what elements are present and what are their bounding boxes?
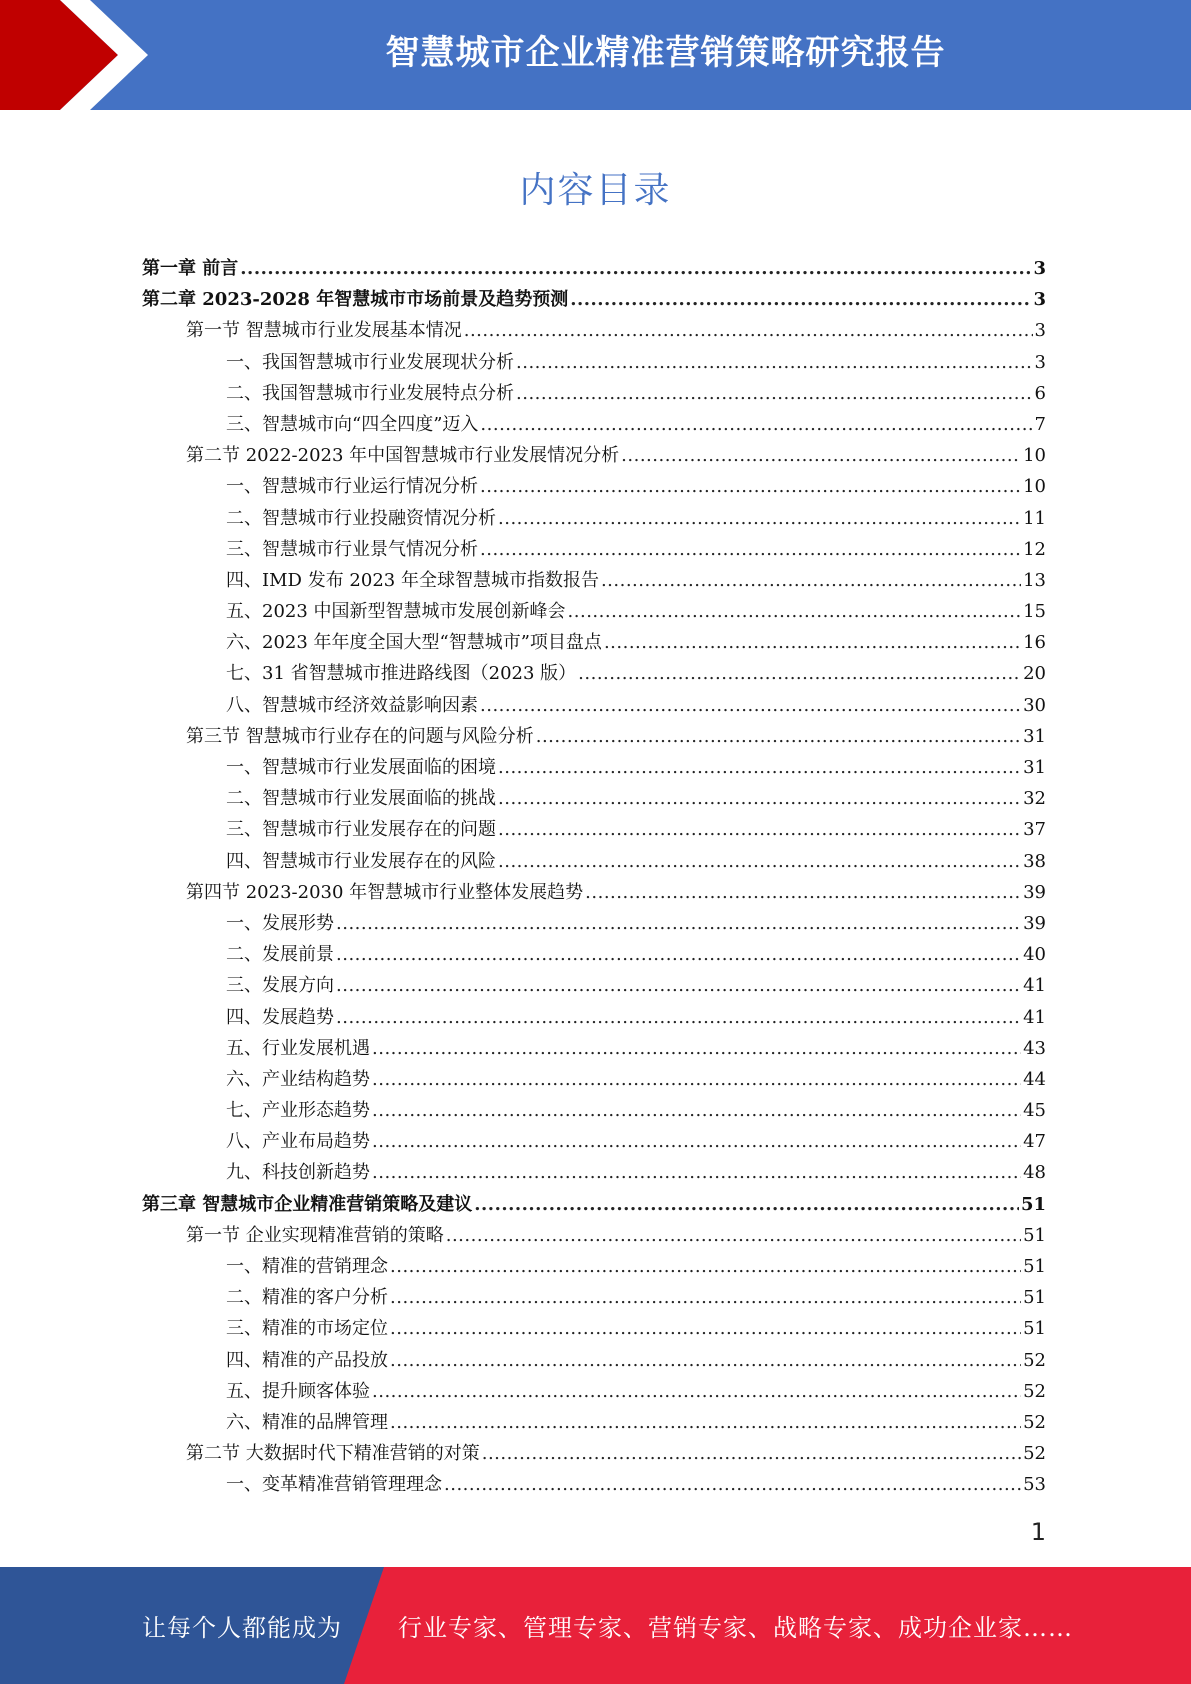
toc-entry[interactable] bbox=[142, 1002, 1046, 1033]
toc-dot-leader bbox=[498, 752, 1021, 783]
toc-entry-label: 五、2023 中国新型智慧城市发展创新峰会 bbox=[226, 601, 566, 623]
toc-dot-leader bbox=[498, 783, 1021, 814]
toc-dot-leader bbox=[480, 690, 1021, 721]
toc-entry-page: 41 bbox=[1023, 975, 1046, 997]
toc-entry[interactable] bbox=[142, 1033, 1046, 1064]
toc-entry[interactable] bbox=[142, 471, 1046, 502]
toc-entry-page: 16 bbox=[1023, 632, 1046, 654]
toc-dot-leader bbox=[390, 1407, 1021, 1438]
toc-entry-label: 三、智慧城市向“四全四度”迈入 bbox=[226, 413, 479, 435]
toc-entry[interactable] bbox=[142, 409, 1046, 440]
toc-dot-leader bbox=[390, 1251, 1021, 1282]
toc-entry-label: 一、智慧城市行业运行情况分析 bbox=[226, 476, 478, 498]
toc-entry-label: 六、2023 年年度全国大型“智慧城市”项目盘点 bbox=[226, 632, 602, 654]
toc-entry-page: 52 bbox=[1023, 1380, 1046, 1402]
toc-dot-leader bbox=[536, 721, 1021, 752]
toc-entry-page: 52 bbox=[1023, 1411, 1046, 1433]
toc-entry-label: 八、智慧城市经济效益影响因素 bbox=[226, 694, 478, 716]
toc-entry-page: 44 bbox=[1023, 1068, 1046, 1090]
toc-entry-label: 一、我国智慧城市行业发展现状分析 bbox=[226, 351, 514, 373]
toc-entry-label: 四、发展趋势 bbox=[226, 1006, 334, 1028]
toc-entry[interactable] bbox=[142, 1095, 1046, 1126]
toc-entry-label: 第一章 前言 bbox=[142, 258, 239, 279]
toc-entry-label: 六、产业结构趋势 bbox=[226, 1068, 370, 1090]
toc-entry-label: 第三章 智慧城市企业精准营销策略及建议 bbox=[142, 1193, 473, 1215]
toc-entry[interactable] bbox=[142, 347, 1046, 378]
toc-entry-label: 八、产业布局趋势 bbox=[226, 1131, 370, 1153]
toc-dot-leader bbox=[372, 1095, 1021, 1126]
toc-entry-label: 第二节 大数据时代下精准营销的对策 bbox=[186, 1443, 480, 1465]
toc-entry-label: 三、智慧城市行业景气情况分析 bbox=[226, 538, 478, 560]
toc-entry-label: 七、31 省智慧城市推进路线图（2023 版） bbox=[226, 663, 577, 685]
toc-entry[interactable] bbox=[142, 877, 1046, 908]
toc-entry-page: 10 bbox=[1023, 445, 1046, 467]
toc-entry-label: 四、IMD 发布 2023 年全球智慧城市指数报告 bbox=[226, 569, 599, 591]
toc-entry[interactable] bbox=[142, 752, 1046, 783]
toc-dot-leader bbox=[516, 378, 1033, 409]
toc-entry-page: 45 bbox=[1023, 1100, 1046, 1122]
toc-dot-leader bbox=[372, 1064, 1021, 1095]
toc-entry-page: 15 bbox=[1023, 601, 1046, 623]
toc-entry-page: 51 bbox=[1020, 1193, 1046, 1215]
toc-dot-leader bbox=[480, 534, 1021, 565]
toc-entry-page: 7 bbox=[1034, 413, 1046, 435]
toc-entry-label: 第一节 智慧城市行业发展基本情况 bbox=[186, 320, 462, 342]
toc-dot-leader bbox=[498, 846, 1021, 877]
toc-entry-label: 二、智慧城市行业发展面临的挑战 bbox=[226, 788, 496, 810]
toc-entry-page: 31 bbox=[1023, 757, 1046, 778]
footer-slogan-right: 行业专家、管理专家、营销专家、战略专家、成功企业家…… bbox=[398, 1614, 1073, 1642]
toc-dot-leader bbox=[516, 347, 1033, 378]
toc-entry[interactable] bbox=[142, 690, 1046, 721]
toc-entry-page: 39 bbox=[1023, 912, 1046, 934]
toc-entry[interactable] bbox=[142, 1469, 1046, 1500]
toc-entry-label: 第三节 智慧城市行业存在的问题与风险分析 bbox=[186, 725, 534, 747]
toc-entry[interactable] bbox=[142, 565, 1046, 596]
toc-entry-label: 九、科技创新趋势 bbox=[226, 1162, 370, 1184]
toc-entry-label: 四、智慧城市行业发展存在的风险 bbox=[226, 850, 496, 872]
toc-dot-leader bbox=[474, 1189, 1019, 1220]
toc-dot-leader bbox=[498, 503, 1021, 534]
toc-entry[interactable] bbox=[142, 1064, 1046, 1095]
toc-entry-page: 30 bbox=[1023, 694, 1046, 716]
toc-dot-leader bbox=[336, 1002, 1021, 1033]
toc-entry[interactable] bbox=[142, 939, 1046, 970]
header-banner bbox=[0, 0, 1191, 110]
toc-dot-leader bbox=[621, 440, 1021, 471]
toc-entry-page: 11 bbox=[1023, 507, 1046, 529]
toc-entry-page: 20 bbox=[1023, 663, 1046, 685]
toc-entry-page: 48 bbox=[1023, 1162, 1046, 1184]
toc-entry-label: 一、精准的营销理念 bbox=[226, 1256, 388, 1277]
toc-entry-label: 二、发展前景 bbox=[226, 944, 334, 966]
toc-entry[interactable] bbox=[142, 503, 1046, 534]
toc-entry-page: 51 bbox=[1023, 1224, 1046, 1246]
toc-entry-page: 32 bbox=[1023, 788, 1046, 810]
footer-slogan-left: 让每个人都能成为 bbox=[142, 1614, 342, 1642]
toc-entry-page: 39 bbox=[1023, 881, 1046, 903]
toc-dot-leader bbox=[585, 877, 1021, 908]
toc-entry-label: 五、提升顾客体验 bbox=[226, 1380, 370, 1402]
toc-entry-label: 第二节 2022-2023 年中国智慧城市行业发展情况分析 bbox=[186, 445, 620, 467]
toc-entry[interactable] bbox=[142, 908, 1046, 939]
toc-dot-leader bbox=[336, 939, 1021, 970]
toc-entry-page: 6 bbox=[1034, 382, 1046, 404]
toc-entry-page: 53 bbox=[1023, 1474, 1046, 1496]
toc-dot-leader bbox=[570, 284, 1031, 315]
toc-entry[interactable] bbox=[142, 970, 1046, 1001]
toc-entry-page: 51 bbox=[1023, 1318, 1046, 1340]
toc-dot-leader bbox=[390, 1282, 1021, 1313]
toc-entry-label: 二、智慧城市行业投融资情况分析 bbox=[226, 507, 496, 529]
toc-entry-page: 47 bbox=[1023, 1131, 1046, 1153]
toc-entry-label: 五、行业发展机遇 bbox=[226, 1037, 370, 1059]
toc-entry[interactable] bbox=[142, 1407, 1046, 1438]
toc-dot-leader bbox=[444, 1469, 1021, 1500]
toc-entry-page: 13 bbox=[1023, 569, 1046, 591]
toc-entry[interactable] bbox=[142, 1282, 1046, 1313]
toc-dot-leader bbox=[464, 315, 1033, 346]
page-number: 1 bbox=[1030, 1518, 1046, 1546]
toc-entry-label: 三、发展方向 bbox=[226, 975, 334, 997]
toc-entry-page: 37 bbox=[1023, 819, 1046, 841]
toc-entry-label: 第四节 2023-2030 年智慧城市行业整体发展趋势 bbox=[186, 881, 584, 903]
toc-entry[interactable] bbox=[142, 315, 1046, 346]
toc-dot-leader bbox=[568, 596, 1022, 627]
toc-entry[interactable] bbox=[142, 1251, 1046, 1282]
toc-entry-page: 52 bbox=[1023, 1443, 1046, 1465]
toc-dot-leader bbox=[336, 970, 1021, 1001]
toc-dot-leader bbox=[498, 814, 1021, 845]
toc-entry-page: 38 bbox=[1023, 850, 1046, 872]
toc-entry[interactable] bbox=[142, 1220, 1046, 1251]
toc-dot-leader bbox=[372, 1157, 1021, 1188]
toc-entry-label: 第一节 企业实现精准营销的策略 bbox=[186, 1224, 444, 1246]
toc-dot-leader bbox=[372, 1033, 1021, 1064]
toc-dot-leader bbox=[390, 1345, 1021, 1376]
toc-entry-label: 二、我国智慧城市行业发展特点分析 bbox=[226, 382, 514, 404]
toc-entry-page: 10 bbox=[1023, 476, 1046, 498]
toc-entry[interactable] bbox=[142, 1313, 1046, 1344]
toc-entry-page: 3 bbox=[1034, 351, 1046, 373]
toc-dot-leader bbox=[446, 1220, 1021, 1251]
toc-entry-page: 3 bbox=[1034, 320, 1046, 342]
footer-banner bbox=[0, 1567, 1191, 1684]
toc-entry-page: 52 bbox=[1023, 1349, 1046, 1371]
toc-dot-leader bbox=[604, 627, 1021, 658]
toc-entry[interactable] bbox=[142, 440, 1046, 471]
toc-heading: 内容目录 bbox=[519, 170, 672, 211]
toc-entry[interactable] bbox=[142, 534, 1046, 565]
toc-entry[interactable] bbox=[142, 814, 1046, 845]
toc-entry-label: 二、精准的客户分析 bbox=[226, 1287, 388, 1309]
toc-entry-page: 31 bbox=[1023, 725, 1046, 747]
toc-entry[interactable] bbox=[142, 596, 1046, 627]
toc-entry-page: 12 bbox=[1023, 538, 1046, 560]
toc-entry[interactable] bbox=[142, 721, 1046, 752]
toc-entry-label: 三、精准的市场定位 bbox=[226, 1318, 388, 1340]
toc-entry[interactable] bbox=[142, 1157, 1046, 1188]
toc-entry[interactable] bbox=[142, 783, 1046, 814]
toc-entry[interactable] bbox=[142, 627, 1046, 658]
toc-entry[interactable] bbox=[142, 284, 1046, 315]
toc-entry[interactable] bbox=[142, 1345, 1046, 1376]
toc-entry-label: 第二章 2023-2028 年智慧城市市场前景及趋势预测 bbox=[142, 289, 569, 311]
toc-entry-page: 40 bbox=[1023, 944, 1046, 966]
toc-entry-label: 七、产业形态趋势 bbox=[226, 1100, 370, 1122]
toc-entry-label: 一、发展形势 bbox=[226, 912, 334, 934]
toc-entry[interactable] bbox=[142, 1126, 1046, 1157]
toc-entry-page: 41 bbox=[1023, 1006, 1046, 1028]
toc-dot-leader bbox=[390, 1313, 1021, 1344]
toc-entry[interactable] bbox=[142, 1376, 1046, 1407]
table-of-contents bbox=[142, 253, 1046, 1501]
toc-entry[interactable] bbox=[142, 846, 1046, 877]
toc-entry[interactable] bbox=[142, 253, 1046, 284]
toc-dot-leader bbox=[240, 253, 1031, 284]
toc-entry-label: 三、智慧城市行业发展存在的问题 bbox=[226, 819, 496, 841]
toc-entry-page: 51 bbox=[1023, 1287, 1046, 1309]
toc-entry-label: 四、精准的产品投放 bbox=[226, 1349, 388, 1371]
toc-dot-leader bbox=[372, 1126, 1021, 1157]
toc-entry[interactable] bbox=[142, 658, 1046, 689]
toc-entry-label: 六、精准的品牌管理 bbox=[226, 1411, 388, 1433]
toc-entry[interactable] bbox=[142, 378, 1046, 409]
report-title: 智慧城市企业精准营销策略研究报告 bbox=[385, 33, 946, 73]
toc-dot-leader bbox=[482, 1438, 1021, 1469]
toc-entry-label: 一、智慧城市行业发展面临的困境 bbox=[226, 757, 496, 778]
toc-dot-leader bbox=[480, 409, 1032, 440]
toc-entry[interactable] bbox=[142, 1189, 1046, 1220]
toc-entry-page: 3 bbox=[1033, 289, 1046, 311]
toc-entry-page: 51 bbox=[1023, 1256, 1046, 1277]
toc-entry[interactable] bbox=[142, 1438, 1046, 1469]
toc-entry-page: 43 bbox=[1023, 1037, 1046, 1059]
toc-dot-leader bbox=[480, 471, 1021, 502]
toc-dot-leader bbox=[372, 1376, 1021, 1407]
toc-dot-leader bbox=[336, 908, 1021, 939]
toc-dot-leader bbox=[578, 658, 1021, 689]
toc-entry-page: 3 bbox=[1033, 258, 1046, 279]
toc-entry-label: 一、变革精准营销管理理念 bbox=[226, 1474, 442, 1496]
toc-dot-leader bbox=[601, 565, 1021, 596]
